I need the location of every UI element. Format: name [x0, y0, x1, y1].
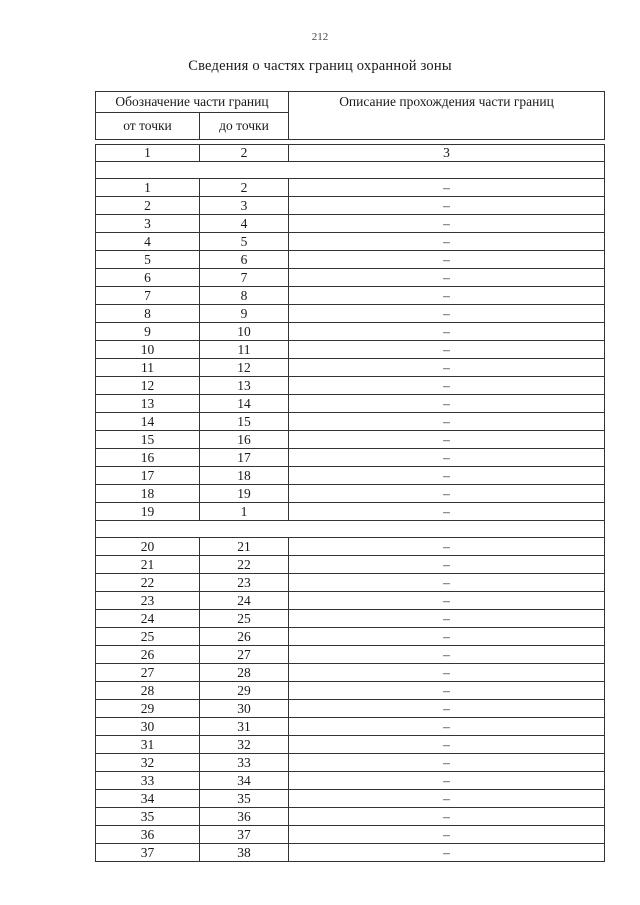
- header-from-point: от точки: [96, 113, 200, 140]
- from-point-cell: 7: [96, 287, 200, 305]
- from-point-cell: 3: [96, 215, 200, 233]
- to-point-cell: 18: [200, 467, 289, 485]
- to-point-cell: 17: [200, 449, 289, 467]
- from-point-cell: 18: [96, 485, 200, 503]
- from-point-cell: 36: [96, 826, 200, 844]
- table-row: [96, 772, 605, 790]
- table-row: [96, 718, 605, 736]
- description-cell: –: [289, 574, 605, 592]
- description-cell: –: [289, 215, 605, 233]
- page-number: 212: [311, 31, 329, 43]
- to-point-cell: 6: [200, 251, 289, 269]
- description-cell: –: [289, 844, 605, 862]
- boundary-parts-table: [95, 91, 605, 862]
- table-row: [96, 323, 605, 341]
- to-point-cell: 28: [200, 664, 289, 682]
- to-point-cell: 19: [200, 485, 289, 503]
- column-number-2: 2: [200, 145, 289, 162]
- to-point-cell: 9: [200, 305, 289, 323]
- from-point-cell: 29: [96, 700, 200, 718]
- description-cell: –: [289, 449, 605, 467]
- to-point-cell: 1: [200, 503, 289, 521]
- table-row: [96, 233, 605, 251]
- table-row: [96, 395, 605, 413]
- from-point-cell: 15: [96, 431, 200, 449]
- from-point-cell: 21: [96, 556, 200, 574]
- description-cell: –: [289, 736, 605, 754]
- description-cell: –: [289, 305, 605, 323]
- header-to-point: до точки: [200, 113, 289, 140]
- table-row: [96, 826, 605, 844]
- description-cell: –: [289, 808, 605, 826]
- table-row: [96, 700, 605, 718]
- from-point-cell: 27: [96, 664, 200, 682]
- to-point-cell: 27: [200, 646, 289, 664]
- table-row: [96, 413, 605, 431]
- from-point-cell: 8: [96, 305, 200, 323]
- from-point-cell: 35: [96, 808, 200, 826]
- column-number-1: 1: [96, 145, 200, 162]
- header-description: Описание прохождения части границ: [289, 92, 605, 140]
- table-row: [96, 449, 605, 467]
- table-body: [96, 140, 605, 862]
- table-row: [96, 197, 605, 215]
- from-point-cell: 37: [96, 844, 200, 862]
- table-row: [96, 431, 605, 449]
- description-cell: –: [289, 592, 605, 610]
- description-cell: –: [289, 287, 605, 305]
- to-point-cell: 33: [200, 754, 289, 772]
- to-point-cell: 21: [200, 538, 289, 556]
- to-point-cell: 37: [200, 826, 289, 844]
- from-point-cell: 32: [96, 754, 200, 772]
- description-cell: –: [289, 772, 605, 790]
- section-separator-row: [96, 521, 605, 538]
- table-row: [96, 682, 605, 700]
- table-row: [96, 215, 605, 233]
- to-point-cell: 30: [200, 700, 289, 718]
- from-point-cell: 2: [96, 197, 200, 215]
- to-point-cell: 3: [200, 197, 289, 215]
- description-cell: –: [289, 538, 605, 556]
- to-point-cell: 35: [200, 790, 289, 808]
- table-row: [96, 628, 605, 646]
- description-cell: –: [289, 323, 605, 341]
- to-point-cell: 24: [200, 592, 289, 610]
- from-point-cell: 31: [96, 736, 200, 754]
- from-point-cell: 17: [96, 467, 200, 485]
- description-cell: –: [289, 664, 605, 682]
- table-row: [96, 538, 605, 556]
- table-row: [96, 251, 605, 269]
- from-point-cell: 5: [96, 251, 200, 269]
- table-row: [96, 287, 605, 305]
- description-cell: –: [289, 610, 605, 628]
- to-point-cell: 12: [200, 359, 289, 377]
- from-point-cell: 24: [96, 610, 200, 628]
- header-boundary-designation: Обозначение части границ: [96, 92, 289, 113]
- from-point-cell: 4: [96, 233, 200, 251]
- description-cell: –: [289, 233, 605, 251]
- from-point-cell: 20: [96, 538, 200, 556]
- table-row: [96, 610, 605, 628]
- from-point-cell: 28: [96, 682, 200, 700]
- description-cell: –: [289, 377, 605, 395]
- to-point-cell: 29: [200, 682, 289, 700]
- description-cell: –: [289, 503, 605, 521]
- table-row: [96, 664, 605, 682]
- from-point-cell: 23: [96, 592, 200, 610]
- to-point-cell: 23: [200, 574, 289, 592]
- table-row: [96, 808, 605, 826]
- table-row: [96, 844, 605, 862]
- from-point-cell: 10: [96, 341, 200, 359]
- description-cell: –: [289, 700, 605, 718]
- description-cell: –: [289, 467, 605, 485]
- table-row: [96, 305, 605, 323]
- table-row: [96, 269, 605, 287]
- from-point-cell: 25: [96, 628, 200, 646]
- to-point-cell: 8: [200, 287, 289, 305]
- from-point-cell: 11: [96, 359, 200, 377]
- from-point-cell: 6: [96, 269, 200, 287]
- to-point-cell: 25: [200, 610, 289, 628]
- to-point-cell: 15: [200, 413, 289, 431]
- to-point-cell: 2: [200, 179, 289, 197]
- to-point-cell: 36: [200, 808, 289, 826]
- from-point-cell: 22: [96, 574, 200, 592]
- table-row: [96, 179, 605, 197]
- table-row: [96, 341, 605, 359]
- description-cell: –: [289, 628, 605, 646]
- table-row: [96, 754, 605, 772]
- description-cell: –: [289, 341, 605, 359]
- separator-cell: [96, 521, 605, 538]
- table-row: [96, 467, 605, 485]
- description-cell: –: [289, 269, 605, 287]
- description-cell: –: [289, 556, 605, 574]
- section-separator-row: [96, 162, 605, 179]
- table-row: [96, 485, 605, 503]
- table-row: [96, 646, 605, 664]
- to-point-cell: 34: [200, 772, 289, 790]
- from-point-cell: 9: [96, 323, 200, 341]
- description-cell: –: [289, 413, 605, 431]
- table-row: [96, 359, 605, 377]
- to-point-cell: 5: [200, 233, 289, 251]
- from-point-cell: 13: [96, 395, 200, 413]
- description-cell: –: [289, 682, 605, 700]
- from-point-cell: 34: [96, 790, 200, 808]
- to-point-cell: 7: [200, 269, 289, 287]
- description-cell: –: [289, 359, 605, 377]
- table-row: [96, 377, 605, 395]
- column-number-3: 3: [289, 145, 605, 162]
- to-point-cell: 4: [200, 215, 289, 233]
- to-point-cell: 26: [200, 628, 289, 646]
- description-cell: –: [289, 754, 605, 772]
- to-point-cell: 22: [200, 556, 289, 574]
- description-cell: –: [289, 718, 605, 736]
- table-row: [96, 556, 605, 574]
- description-cell: –: [289, 251, 605, 269]
- table-row: [96, 592, 605, 610]
- to-point-cell: 14: [200, 395, 289, 413]
- from-point-cell: 26: [96, 646, 200, 664]
- from-point-cell: 30: [96, 718, 200, 736]
- description-cell: –: [289, 395, 605, 413]
- table-row: [96, 736, 605, 754]
- from-point-cell: 16: [96, 449, 200, 467]
- from-point-cell: 19: [96, 503, 200, 521]
- table-row: [96, 503, 605, 521]
- from-point-cell: 1: [96, 179, 200, 197]
- description-cell: –: [289, 646, 605, 664]
- to-point-cell: 31: [200, 718, 289, 736]
- to-point-cell: 38: [200, 844, 289, 862]
- description-cell: –: [289, 197, 605, 215]
- description-cell: –: [289, 790, 605, 808]
- from-point-cell: 14: [96, 413, 200, 431]
- to-point-cell: 11: [200, 341, 289, 359]
- to-point-cell: 10: [200, 323, 289, 341]
- description-cell: –: [289, 485, 605, 503]
- from-point-cell: 33: [96, 772, 200, 790]
- from-point-cell: 12: [96, 377, 200, 395]
- to-point-cell: 32: [200, 736, 289, 754]
- to-point-cell: 13: [200, 377, 289, 395]
- to-point-cell: 16: [200, 431, 289, 449]
- document-title: Сведения о частях границ охранной зоны: [188, 58, 452, 74]
- table-row: [96, 574, 605, 592]
- table-row: [96, 790, 605, 808]
- description-cell: –: [289, 826, 605, 844]
- description-cell: –: [289, 179, 605, 197]
- description-cell: –: [289, 431, 605, 449]
